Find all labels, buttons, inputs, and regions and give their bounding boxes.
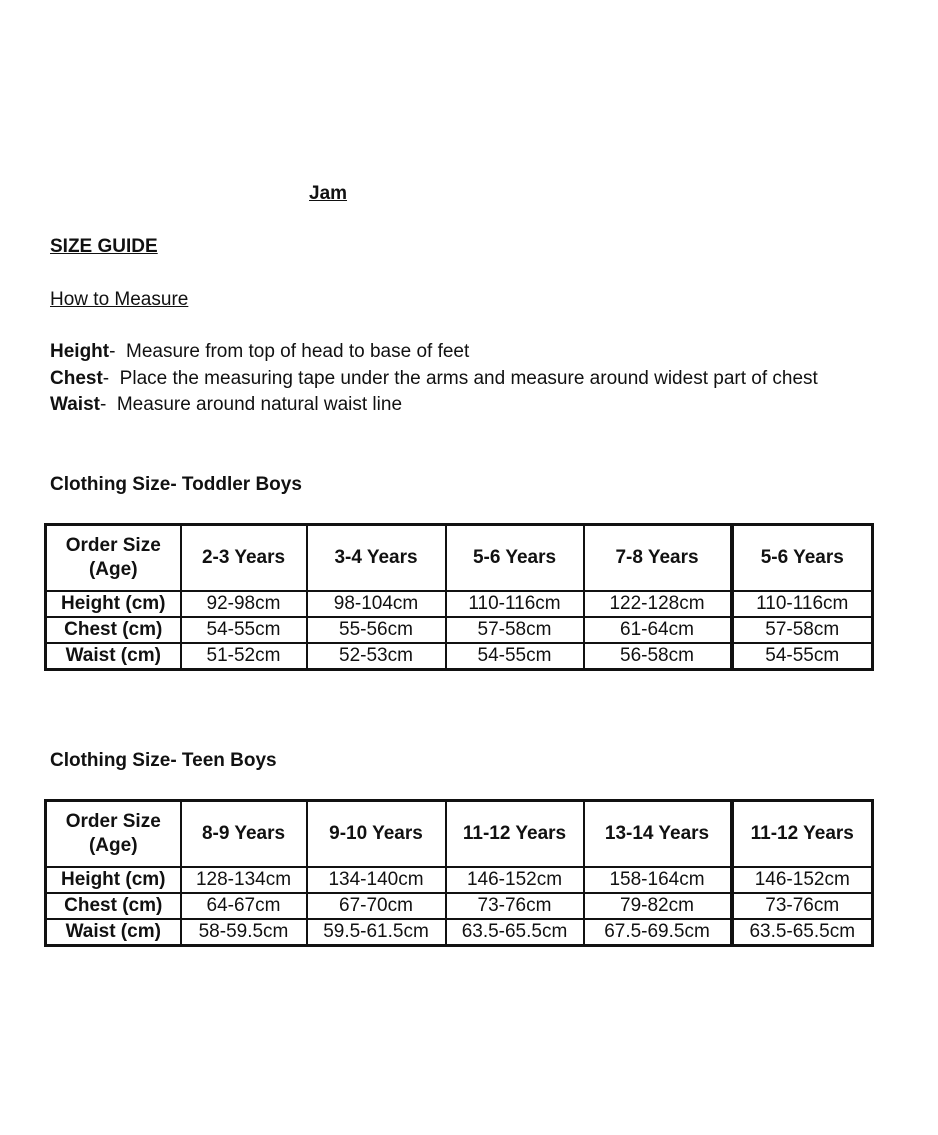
table-header-row <box>46 525 873 592</box>
row-label: Chest (cm) <box>46 617 181 643</box>
table-cell: 59.5-61.5cm <box>307 919 446 946</box>
row-label: Height (cm) <box>46 867 181 893</box>
table-cell: 158-164cm <box>584 867 732 893</box>
table-row <box>46 919 873 946</box>
measurement-text: Measure around natural waist line <box>106 394 403 415</box>
table-cell: 57-58cm <box>732 617 873 643</box>
table-header-row <box>46 801 873 868</box>
row-label: Height (cm) <box>46 591 181 617</box>
header-cell: 5-6 Years <box>732 525 873 592</box>
header-cell: 11-12 Years <box>732 801 873 868</box>
header-cell: 13-14 Years <box>584 801 732 868</box>
table-row <box>46 617 873 643</box>
table-cell: 57-58cm <box>446 617 584 643</box>
table-cell: 54-55cm <box>446 643 584 670</box>
table-cell: 67-70cm <box>307 893 446 919</box>
table-cell: 73-76cm <box>732 893 873 919</box>
table-row <box>46 643 873 670</box>
table-cell: 63.5-65.5cm <box>446 919 584 946</box>
header-cell: Order Size (Age) <box>46 525 181 592</box>
table-cell: 61-64cm <box>584 617 732 643</box>
measurement-sep: - <box>102 368 110 389</box>
table-cell: 122-128cm <box>584 591 732 617</box>
table-row <box>46 591 873 617</box>
header-cell: 7-8 Years <box>584 525 732 592</box>
table-cell: 56-58cm <box>584 643 732 670</box>
row-label: Waist (cm) <box>46 643 181 670</box>
how-to-measure-heading: How to Measure <box>50 289 189 310</box>
table-cell: 79-82cm <box>584 893 732 919</box>
measurement-chest <box>50 368 818 390</box>
table-cell: 58-59.5cm <box>181 919 307 946</box>
table-row <box>46 893 873 919</box>
measurement-waist <box>50 394 402 416</box>
header-cell: 8-9 Years <box>181 801 307 868</box>
header-cell: 2-3 Years <box>181 525 307 592</box>
measurement-text: Measure from top of head to base of feet <box>115 341 470 362</box>
measurement-label: Height <box>50 341 110 362</box>
table-row <box>46 867 873 893</box>
table-cell: 64-67cm <box>181 893 307 919</box>
teen-table-title: Clothing Size- Teen Boys <box>50 750 277 771</box>
teen-size-table <box>44 799 874 947</box>
row-label: Chest (cm) <box>46 893 181 919</box>
toddler-size-table <box>44 523 874 671</box>
header-cell: 11-12 Years <box>446 801 584 868</box>
table-cell: 67.5-69.5cm <box>584 919 732 946</box>
table-cell: 73-76cm <box>446 893 584 919</box>
table-cell: 146-152cm <box>446 867 584 893</box>
table-cell: 54-55cm <box>732 643 873 670</box>
measurement-sep: - <box>99 394 107 415</box>
table-cell: 92-98cm <box>181 591 307 617</box>
measurement-label: Waist <box>50 394 100 415</box>
table-cell: 54-55cm <box>181 617 307 643</box>
measurement-text: Place the measuring tape under the arms and measure around widest part of chest <box>109 368 818 389</box>
row-label: Waist (cm) <box>46 919 181 946</box>
table-cell: 51-52cm <box>181 643 307 670</box>
table-cell: 146-152cm <box>732 867 873 893</box>
toddler-table-title: Clothing Size- Toddler Boys <box>50 474 302 495</box>
table-cell: 128-134cm <box>181 867 307 893</box>
measurement-height <box>50 341 469 363</box>
table-cell: 63.5-65.5cm <box>732 919 873 946</box>
measurement-label: Chest <box>50 368 103 389</box>
header-cell: 9-10 Years <box>307 801 446 868</box>
header-cell: Order Size (Age) <box>46 801 181 868</box>
measurement-sep: - <box>109 341 116 362</box>
table-cell: 52-53cm <box>307 643 446 670</box>
table-cell: 55-56cm <box>307 617 446 643</box>
table-cell: 98-104cm <box>307 591 446 617</box>
table-cell: 110-116cm <box>446 591 584 617</box>
brand-title: Jam <box>309 183 348 204</box>
table-cell: 134-140cm <box>307 867 446 893</box>
size-guide-heading: SIZE GUIDE <box>50 236 158 257</box>
table-cell: 110-116cm <box>732 591 873 617</box>
header-cell: 3-4 Years <box>307 525 446 592</box>
header-cell: 5-6 Years <box>446 525 584 592</box>
